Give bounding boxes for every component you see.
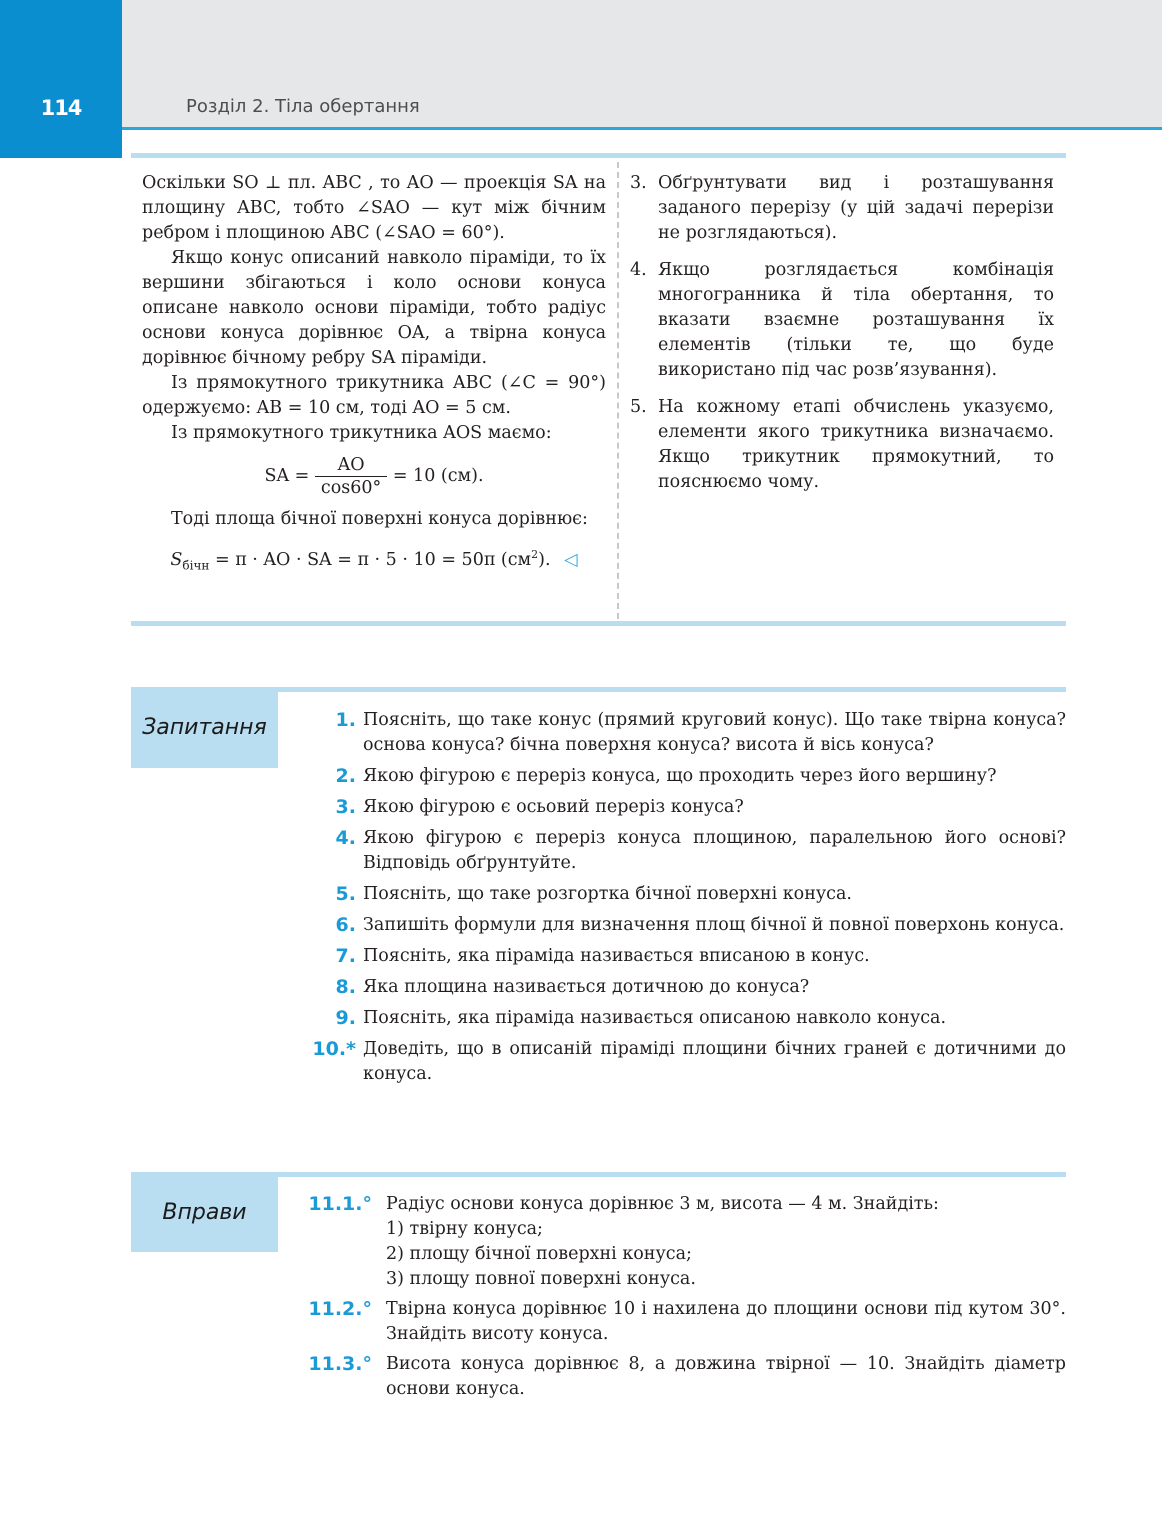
questions-list — [300, 708, 1066, 1093]
exercise-item — [300, 1352, 1066, 1402]
fraction — [315, 454, 387, 499]
question-item — [300, 826, 1066, 876]
exercise-item — [300, 1297, 1066, 1347]
questions-heading: Запитання — [142, 715, 267, 740]
formula-area — [142, 542, 606, 578]
question-text: Якою фігурою є переріз конуса, що проходить через його вершину? — [363, 766, 997, 786]
question-number: 6. — [335, 914, 356, 936]
plan-item-text: На кожному етапі обчислень указуємо, елементи якого трикутника визначаємо. Якщо трикутник прямокутний, то пояснюємо чому. — [658, 397, 1054, 492]
question-text: Запишіть формули для визначення площ бічної й повної поверхонь конуса. — [363, 915, 1065, 935]
running-title: Розділ 2. Тіла обертання — [186, 96, 420, 117]
question-text: Поясніть, що таке розгортка бічної поверхні конуса. — [363, 884, 852, 904]
solution-column — [142, 171, 606, 586]
solution-paragraph: Із прямокутного трикутника AOS маємо: — [171, 423, 552, 443]
solution-bottom-rule — [131, 621, 1066, 626]
question-text: Доведіть, що в описаній піраміді площини бічних граней є дотичними до конуса. — [363, 1039, 1066, 1084]
exercise-number: 11.1.° — [308, 1193, 372, 1215]
plan-item-text: Якщо розглядається комбінація многогранника й тіла обертання, то вказати взаємне розташування їх елементів (тільки те, що буде використано під час розв’язування). — [658, 260, 1054, 380]
question-number: 1. — [335, 709, 356, 731]
page-number: 114 — [40, 96, 82, 120]
questions-top-rule — [278, 687, 1066, 692]
exercises-list — [300, 1192, 1066, 1407]
page-number-tab — [0, 0, 122, 158]
solution-paragraph: Оскільки SO ⊥ пл. ABC , то AO — проекція SA на площину ABC, тобто ∠SAO — кут між бічним ребром і площиною ABC (∠SAO = 60°). — [142, 173, 606, 243]
exercise-item — [300, 1192, 1066, 1292]
question-number: 5. — [335, 883, 356, 905]
formula-rhs: = 10 (см). — [392, 466, 484, 486]
exercise-text: Радіус основи конуса дорівнює 3 м, висота — 4 м. Знайдіть: — [386, 1194, 939, 1214]
plan-item — [630, 395, 1054, 495]
question-item — [300, 975, 1066, 1000]
exercise-subitem: 2) площу бічної поверхні конуса; — [386, 1244, 692, 1264]
plan-list — [630, 171, 1054, 495]
column-divider — [617, 162, 619, 619]
exercise-subitem: 3) площу повної поверхні конуса. — [386, 1269, 696, 1289]
solution-paragraph: Тоді площа бічної поверхні конуса дорівнює: — [171, 509, 588, 529]
question-number: 8. — [335, 976, 356, 998]
plan-item-text: Обґрунтувати вид і розташування заданого перерізу (у цій задачі перерізи не розглядаються). — [658, 173, 1054, 243]
question-number: 10.* — [312, 1038, 356, 1060]
exercises-label-box — [131, 1172, 278, 1252]
header-band — [0, 0, 1162, 128]
question-text: Поясніть, яка піраміда називається вписаною в конус. — [363, 946, 870, 966]
exercise-text: Твірна конуса дорівнює 10 і нахилена до площини основи під кутом 30°. Знайдіть висоту конуса. — [386, 1299, 1066, 1344]
exercise-number: 11.2.° — [308, 1298, 372, 1320]
question-text: Поясніть, яка піраміда називається описаною навколо конуса. — [363, 1008, 947, 1028]
exercise-number: 11.3.° — [308, 1353, 372, 1375]
formula-subscript: бічн — [182, 558, 210, 573]
formula-sa — [142, 454, 606, 499]
solution-top-rule — [131, 153, 1066, 158]
plan-item-number: 3. — [630, 173, 647, 193]
formula-s: S — [170, 549, 183, 570]
formula-body: = π · AO · SA = π · 5 · 10 = 50π (см — [209, 549, 532, 570]
question-item — [300, 795, 1066, 820]
plan-item — [630, 171, 1054, 246]
question-item — [300, 913, 1066, 938]
exercise-text: Висота конуса дорівнює 8, а довжина твірної — 10. Знайдіть діаметр основи конуса. — [386, 1354, 1066, 1399]
question-item — [300, 1006, 1066, 1031]
plan-item-number: 5. — [630, 397, 647, 417]
question-number: 9. — [335, 1007, 356, 1029]
question-text: Поясніть, що таке конус (прямий круговий конус). Що таке твірна конуса? основа конуса? бічна поверхня конуса? висота й вісь конуса? — [363, 710, 1066, 755]
solution-paragraph: Якщо конус описаний навколо піраміди, то їх вершини збігаються і коло основи конуса описане навколо основи піраміди, тобто радіус основи конуса дорівнює OA, а твірна конуса дорівнює бічному ребру SA піраміди. — [142, 248, 606, 368]
solution-paragraph: Із прямокутного трикутника ABC (∠C = 90°) одержуємо: AB = 10 см, тоді AO = 5 см. — [142, 373, 606, 418]
question-item — [300, 882, 1066, 907]
header-rule — [122, 127, 1162, 130]
question-number: 2. — [335, 765, 356, 787]
fraction-numerator: AO — [315, 454, 387, 477]
question-item — [300, 708, 1066, 758]
question-number: 4. — [335, 827, 356, 849]
formula-superscript: 2 — [531, 548, 539, 561]
question-item — [300, 764, 1066, 789]
question-text: Якою фігурою є осьовий переріз конуса? — [363, 797, 744, 817]
question-item — [300, 944, 1066, 969]
question-text: Яка площина називається дотичною до конуса? — [363, 977, 810, 997]
formula-lhs: SA = — [264, 466, 310, 486]
exercises-top-rule — [278, 1172, 1066, 1177]
exercises-heading: Вправи — [162, 1199, 247, 1225]
end-of-solution-icon: ◁ — [564, 549, 578, 570]
question-number: 3. — [335, 796, 356, 818]
plan-column — [630, 171, 1054, 507]
plan-item-number: 4. — [630, 260, 647, 280]
exercise-subitem: 1) твірну конуса; — [386, 1219, 543, 1239]
fraction-denominator: cos60° — [320, 478, 382, 498]
formula-end: ). — [538, 549, 551, 570]
questions-label-box — [131, 687, 278, 768]
question-text: Якою фігурою є переріз конуса площиною, паралельною його основі? Відповідь обґрунтуйте. — [363, 828, 1066, 873]
question-item — [300, 1037, 1066, 1087]
question-number: 7. — [335, 945, 356, 967]
plan-item — [630, 258, 1054, 383]
